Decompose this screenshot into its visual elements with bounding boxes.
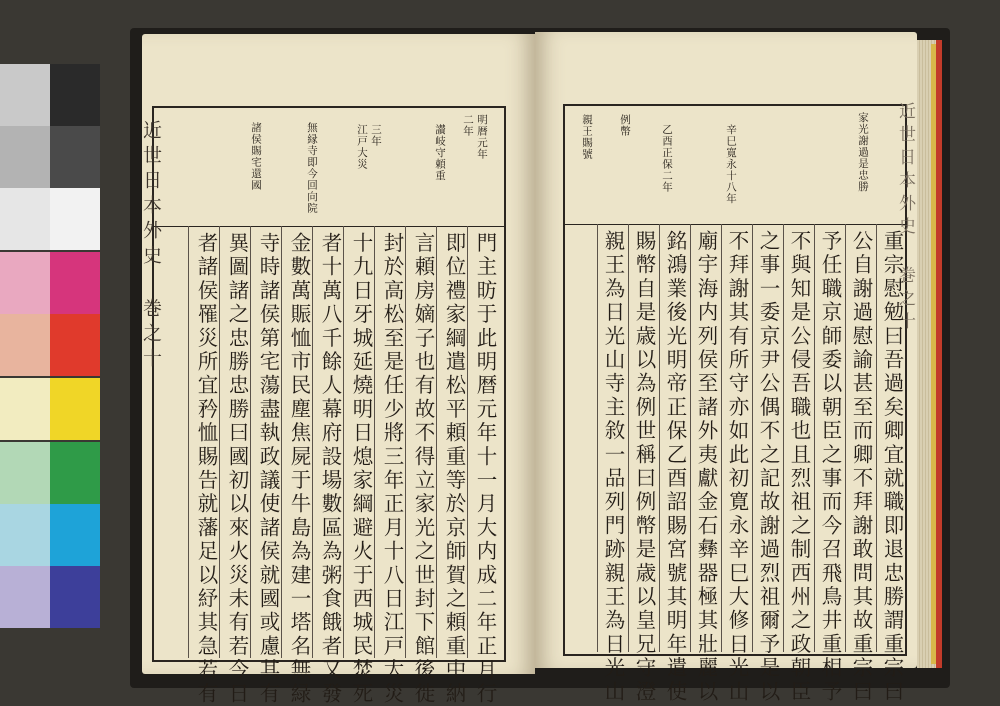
text-column: 金數萬賑恤市民塵焦屍于牛島為建一塔名無緑 bbox=[287, 232, 311, 706]
right-note: 乙酉正保二年 bbox=[661, 124, 673, 193]
left-note: 諸侯賜宅還國 bbox=[250, 122, 262, 191]
color-patch bbox=[0, 378, 50, 440]
text-column: 者諸侯罹災所宜矜恤賜告就藩足以紓其急若有 bbox=[194, 232, 218, 706]
text-column: 之事一委京尹公偶不之記故謝過烈祖爾予是以 bbox=[756, 230, 780, 704]
color-patch bbox=[0, 442, 50, 504]
left-header-box bbox=[152, 106, 504, 227]
text-column: 予任職京師委以朝臣之事而今召飛鳥井重相予 bbox=[818, 230, 842, 704]
left-note: 讃岐守頼重 bbox=[434, 124, 446, 182]
column-rule bbox=[436, 226, 437, 658]
left-note: 江戸大災 bbox=[356, 124, 368, 170]
right-note: 家光謝過是忠勝 bbox=[857, 112, 869, 193]
column-rule bbox=[597, 224, 598, 652]
right-note: 例幣 bbox=[619, 114, 631, 137]
color-patch bbox=[50, 566, 100, 628]
column-rule bbox=[721, 224, 722, 652]
text-column: 賜幣自是歳以為例世稱曰例幣是歳以皇兄守澄 bbox=[632, 230, 656, 704]
column-rule bbox=[752, 224, 753, 652]
right-page bbox=[535, 32, 917, 704]
text-column: 不與知是公侵吾職也且烈祖之制西州之政朝臣 bbox=[787, 230, 811, 704]
column-rule bbox=[188, 226, 189, 658]
color-patch bbox=[50, 442, 100, 504]
color-patch bbox=[0, 126, 50, 188]
text-column: 不拜謝其有所守亦如此初寛永辛巳大修日光山 bbox=[725, 230, 749, 704]
left-note: 二年 bbox=[462, 114, 474, 137]
color-patch bbox=[0, 504, 50, 566]
text-column: 公自謝過慰諭甚至而卿不拜謝敢問其故重宗曰 bbox=[849, 230, 873, 704]
color-patch bbox=[50, 314, 100, 376]
column-rule bbox=[312, 226, 313, 658]
column-rule bbox=[783, 224, 784, 652]
column-rule bbox=[250, 226, 251, 658]
column-rule bbox=[876, 224, 877, 652]
color-checker-strip bbox=[0, 64, 100, 628]
column-rule bbox=[219, 226, 220, 658]
column-rule bbox=[405, 226, 406, 658]
column-rule bbox=[343, 226, 344, 658]
column-rule bbox=[690, 224, 691, 652]
column-rule bbox=[467, 226, 468, 658]
text-column: 親王為日光山寺主敘一品列門跡親王為日光山 bbox=[601, 230, 625, 704]
right-note: 親王賜號 bbox=[581, 114, 593, 160]
left-page bbox=[140, 34, 535, 706]
column-rule bbox=[628, 224, 629, 652]
color-patch bbox=[50, 126, 100, 188]
text-column: 者十萬八千餘人幕府設場數區為粥食餓者又發 bbox=[318, 232, 342, 706]
left-note: 三年 bbox=[370, 124, 382, 147]
color-patch bbox=[50, 64, 100, 126]
left-note: 無縁寺即今回向院 bbox=[306, 122, 318, 214]
column-rule bbox=[374, 226, 375, 658]
color-patch bbox=[0, 314, 50, 376]
column-rule bbox=[814, 224, 815, 652]
column-rule bbox=[845, 224, 846, 652]
right-note: 辛巳寛永十八年 bbox=[725, 124, 737, 205]
color-patch bbox=[50, 252, 100, 314]
right-margin-title: 近世日本外史 巻之十 bbox=[895, 102, 915, 335]
text-column: 言頼房嫡子也有故不得立家光之世封下館後徙 bbox=[411, 232, 435, 706]
text-column: 重宗慰勉曰吾過矣卿宜就職即退忠勝謂重宗曰 bbox=[880, 230, 904, 704]
color-patch bbox=[50, 504, 100, 566]
color-patch bbox=[50, 188, 100, 250]
red-edge bbox=[936, 40, 942, 668]
color-patch bbox=[0, 566, 50, 628]
text-column: 門主昉于此明暦元年十一月大内成二年正月行 bbox=[473, 232, 497, 706]
column-rule bbox=[659, 224, 660, 652]
column-rule bbox=[281, 226, 282, 658]
left-note: 明暦元年 bbox=[476, 114, 488, 160]
text-column: 封於高松至是任少將三年正月十八日江戸大災 bbox=[380, 232, 404, 706]
color-patch bbox=[0, 252, 50, 314]
color-patch bbox=[0, 188, 50, 250]
text-column: 異圖諸之忠勝忠勝曰國初以來火災未有若今日 bbox=[225, 232, 249, 706]
left-margin-title: 近世日本外史 巻之十 bbox=[140, 120, 162, 373]
color-patch bbox=[50, 378, 100, 440]
text-column: 寺時諸侯第宅蕩盡執政議使諸侯就國或慮其有 bbox=[256, 232, 280, 706]
color-patch bbox=[0, 64, 50, 126]
text-column: 十九日牙城延燒明日熄家綱避火于西城民焚死 bbox=[349, 232, 373, 706]
text-column: 廟宇海内列侯至諸外夷獻金石彝器極其壯麗以 bbox=[694, 230, 718, 704]
text-column: 銘鴻業後光明帝正保乙酉詔賜宮號其明年遣使 bbox=[663, 230, 687, 704]
text-column: 即位禮家綱遣松平頼重等於京師賀之頼重中納 bbox=[442, 232, 466, 706]
